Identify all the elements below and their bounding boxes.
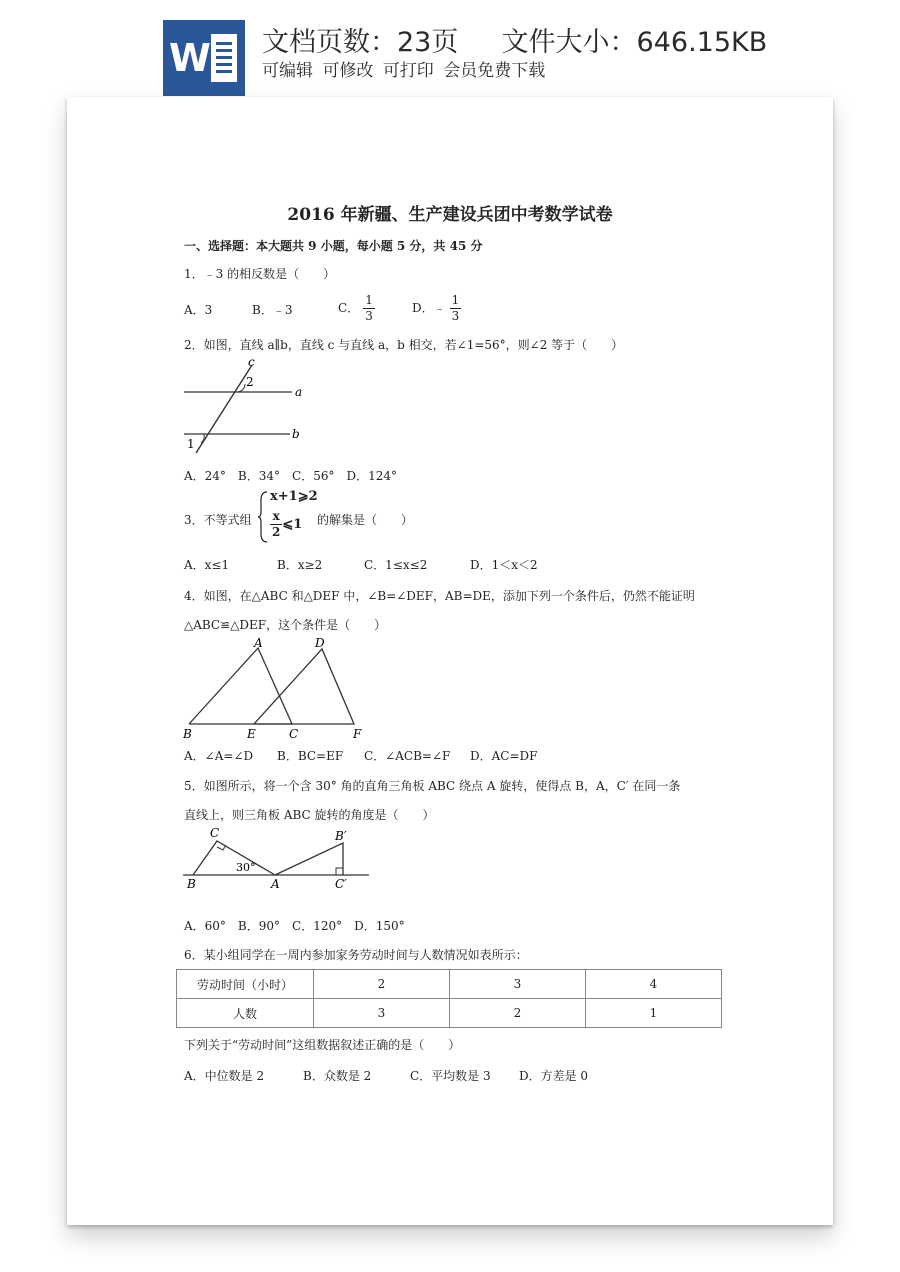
label-angle-2: 2 xyxy=(246,375,254,389)
question-2-stem: 2．如图，直线 a∥b，直线 c 与直线 a，b 相交，若∠1=56°，则∠2 等于（ ） xyxy=(184,338,624,352)
q1-option-a: A．3 xyxy=(184,303,213,317)
q5-options: A．60° B．90° C．120° D．150° xyxy=(184,919,405,933)
question-4-stem-line2: △ABC≌△DEF，这个条件是（ ） xyxy=(184,618,387,632)
action-editable: 可编辑 xyxy=(262,61,313,81)
file-size-label: 文件大小：646.15KB xyxy=(501,27,768,58)
q1-option-d xyxy=(412,293,461,324)
action-member-download[interactable]: 会员免费下载 xyxy=(443,61,546,81)
fraction-numerator: x xyxy=(270,509,282,525)
word-lines-icon xyxy=(211,34,237,82)
triangles-abc-def-figure xyxy=(179,635,369,743)
question-1-stem: 1．﹣3 的相反数是（ ） xyxy=(184,267,336,281)
q3-stem-end: 的解集是（ ） xyxy=(317,513,414,527)
page-title: 2016 年新疆、生产建设兵团中考数学试卷 xyxy=(287,205,613,225)
label-F: F xyxy=(353,727,362,741)
rotated-triangle-figure xyxy=(179,825,374,893)
table-cell: 1 xyxy=(586,999,722,1028)
q3-option-a: A．x≤1 xyxy=(184,558,230,572)
label-A: A xyxy=(254,636,263,650)
question-4-stem-line1: 4．如图，在△ABC 和△DEF 中，∠B=∠DEF，AB=DE，添加下列一个条件后，仍然不能证明 xyxy=(184,589,695,603)
q2-options: A．24° B．34° C．56° D．124° xyxy=(184,469,398,483)
word-document-icon xyxy=(163,20,245,96)
q4-option-b: B．BC=EF xyxy=(277,749,344,763)
q6-option-b: B．众数是 2 xyxy=(303,1069,372,1083)
label-C: C xyxy=(210,826,220,840)
table-cell: 2 xyxy=(314,970,450,999)
action-modifiable: 可修改 xyxy=(322,61,374,81)
label-C: C xyxy=(289,727,299,741)
q1-option-c xyxy=(338,293,375,324)
document-actions xyxy=(262,56,545,81)
document-info-header xyxy=(0,0,900,100)
q4-option-c: C．∠ACB=∠F xyxy=(364,749,451,763)
action-printable: 可打印 xyxy=(382,61,434,81)
label-a: a xyxy=(295,385,303,399)
q1-option-d-fraction xyxy=(450,293,462,324)
label-C-prime: C′ xyxy=(335,877,347,891)
label-c: c xyxy=(248,355,255,369)
label-A: A xyxy=(271,877,280,891)
q3-option-d: D．1＜x＜2 xyxy=(470,558,538,572)
inequality-2-fraction xyxy=(270,509,282,540)
question-5-stem-line1: 5．如图所示，将一个含 30° 角的直角三角板 ABC 绕点 A 旋转，使得点 B，A，C′ 在同一条 xyxy=(184,779,681,793)
parallel-lines-figure xyxy=(182,355,312,455)
inequality-1: x+1⩾2 xyxy=(270,489,318,504)
document-meta-line xyxy=(262,20,767,59)
document-page xyxy=(67,97,833,1225)
question-6-prompt: 下列关于“劳动时间”这组数据叙述正确的是（ ） xyxy=(184,1038,461,1052)
label-E: E xyxy=(247,727,256,741)
word-letter: W xyxy=(169,36,211,80)
labor-time-table xyxy=(176,969,722,1028)
q4-option-a: A．∠A=∠D xyxy=(184,749,254,763)
table-cell: 2 xyxy=(450,999,586,1028)
q1-option-c-label: C． xyxy=(338,301,360,315)
q1-option-d-label: D．﹣ xyxy=(412,301,446,315)
brace-icon xyxy=(257,490,269,544)
label-B-prime: B′ xyxy=(335,829,347,843)
table-cell: 3 xyxy=(314,999,450,1028)
inequality-2 xyxy=(270,509,302,540)
question-6-stem: 6．某小组同学在一周内参加家务劳动时间与人数情况如表所示： xyxy=(184,948,528,962)
q3-stem-start: 3．不等式组 xyxy=(184,513,252,527)
table-row xyxy=(177,970,722,999)
q6-option-a: A．中位数是 2 xyxy=(184,1069,265,1083)
q6-option-c: C．平均数是 3 xyxy=(410,1069,491,1083)
fraction-denominator: 3 xyxy=(451,309,460,323)
table-cell: 3 xyxy=(450,970,586,999)
table-row xyxy=(177,999,722,1028)
inequality-2-rest: ⩽1 xyxy=(282,517,303,532)
fraction-numerator: 1 xyxy=(365,293,373,307)
fraction-denominator: 3 xyxy=(365,309,373,323)
label-B: B xyxy=(183,727,192,741)
q4-option-d: D．AC=DF xyxy=(470,749,538,763)
section-heading: 一、选择题：本大题共 9 小题，每小题 5 分，共 45 分 xyxy=(184,239,483,253)
question-5-stem-line2: 直线上，则三角板 ABC 旋转的角度是（ ） xyxy=(184,808,435,822)
label-b: b xyxy=(292,427,300,441)
fraction-denominator: 2 xyxy=(272,525,281,539)
fraction-numerator: 1 xyxy=(451,293,460,307)
table-cell: 4 xyxy=(586,970,722,999)
table-cell: 人数 xyxy=(177,999,314,1028)
label-B: B xyxy=(187,877,196,891)
q1-option-b: B．﹣3 xyxy=(252,303,293,317)
q3-option-c: C．1≤x≤2 xyxy=(364,558,428,572)
page-count-label: 文档页数：23页 xyxy=(262,27,459,58)
label-angle-1: 1 xyxy=(187,437,195,451)
q3-option-b: B．x≥2 xyxy=(277,558,323,572)
q6-option-d: D．方差是 0 xyxy=(519,1069,589,1083)
label-angle-30: 30° xyxy=(236,861,256,874)
table-cell: 劳动时间（小时） xyxy=(177,970,314,999)
q1-option-c-fraction xyxy=(363,293,375,324)
label-D: D xyxy=(315,636,325,650)
